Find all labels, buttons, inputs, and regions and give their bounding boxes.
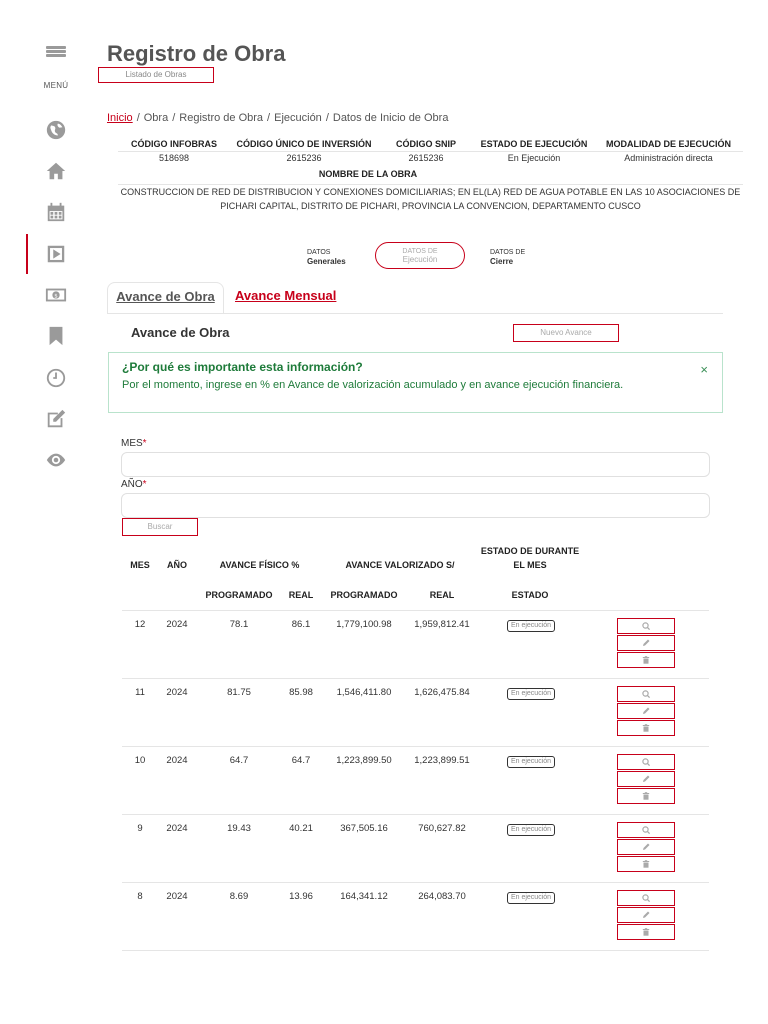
tab-avance-mensual[interactable]: Avance Mensual [235,288,337,303]
hamburger-icon [46,46,66,57]
pencil-icon [642,775,650,783]
search-button[interactable] [617,686,675,702]
cell-mes: 10 [134,755,146,766]
cell-fisico-programado: 19.43 [227,823,251,834]
edit-button[interactable] [617,635,675,651]
search-icon [642,758,650,766]
table-row [122,747,709,815]
tab-avance-obra[interactable]: Avance de Obra [107,282,224,314]
value-estado-ejecucion: En Ejecución [474,152,594,165]
play-icon[interactable] [44,242,68,266]
trash-icon [642,724,650,732]
step-generales[interactable] [307,248,346,266]
cell-mes: 9 [137,823,143,834]
section-title: Avance de Obra [131,325,230,340]
table-row [122,611,709,679]
edit-icon[interactable] [44,407,68,431]
cell-fisico-programado: 78.1 [229,619,249,630]
step-generales-small: DATOS [307,249,331,256]
cell-anio: 2024 [166,619,188,630]
breadcrumb-inicio[interactable]: Inicio [107,112,133,124]
cell-mes: 12 [134,619,146,630]
value-codigo-infobras: 518698 [118,152,230,165]
nombre-obra-label: NOMBRE DE LA OBRA [318,169,418,179]
breadcrumb-current: Datos de Inicio de Obra [332,112,449,124]
menu-label: MENÚ [43,81,69,90]
sidebar [0,0,88,1024]
th-valorizado-programado: PROGRAMADO [330,590,398,600]
cell-fisico-programado: 64.7 [229,755,249,766]
pencil-icon [642,639,650,647]
delete-button[interactable] [617,652,675,668]
value-codigo-unico: 2615236 [230,152,378,165]
step-cierre-small: DATOS DE [490,249,526,256]
th-estado-mes: ESTADO DE DURANTE EL MES [480,546,580,570]
close-icon[interactable]: × [700,362,708,377]
pencil-icon [642,843,650,851]
trash-icon [642,656,650,664]
breadcrumb: Inicio / Obra / Registro de Obra / Ejecución / Datos de Inicio de Obra [107,112,449,124]
cell-valorizado-real: 264,083.70 [418,891,466,902]
table-row [122,679,709,747]
th-anio: AÑO [167,560,187,570]
active-indicator [26,234,28,274]
breadcrumb-obra[interactable]: Obra [143,112,169,124]
cell-valorizado-real: 760,627.82 [418,823,466,834]
cell-fisico-programado: 8.69 [229,891,249,902]
search-button[interactable] [617,890,675,906]
cell-fisico-real: 40.21 [289,823,313,834]
step-ejecucion-small: DATOS DE [402,248,438,255]
header-codigo-infobras: CÓDIGO INFOBRAS [130,139,217,149]
value-modalidad: Administración directa [594,152,743,165]
svg-text:$: $ [54,293,58,300]
th-avance-fisico: AVANCE FÍSICO % [219,560,300,570]
cell-anio: 2024 [166,891,188,902]
cell-fisico-programado: 81.75 [227,687,251,698]
table-row [122,815,709,883]
search-icon [642,894,650,902]
alert-text: Por el momento, ingrese en % en Avance de valorización acumulado y en avance ejecución financiera. [122,379,624,391]
cell-fisico-real: 86.1 [291,619,311,630]
step-ejecucion-label: Ejecución [402,255,438,264]
obra-info-table [118,137,743,164]
edit-button[interactable] [617,703,675,719]
money-icon[interactable] [44,283,68,307]
cell-valorizado-programado: 1,223,899.50 [336,755,392,766]
listado-obras-button[interactable]: Listado de Obras [98,67,214,83]
cell-anio: 2024 [166,755,188,766]
header-codigo-snip: CÓDIGO SNIP [395,139,456,149]
breadcrumb-ejecucion[interactable]: Ejecución [274,112,322,124]
cell-mes: 11 [135,687,145,698]
step-cierre-label: Cierre [490,257,514,266]
cell-fisico-real: 64.7 [291,755,311,766]
delete-button[interactable] [617,856,675,872]
edit-button[interactable] [617,771,675,787]
anio-label: AÑO* [121,479,147,490]
cell-fisico-real: 85.98 [289,687,313,698]
step-generales-label: Generales [307,257,346,266]
home-icon[interactable] [44,159,68,183]
value-codigo-snip: 2615236 [378,152,474,165]
status-badge: En ejecución [507,892,555,904]
th-valorizado-real: REAL [429,590,455,600]
breadcrumb-registro[interactable]: Registro de Obra [179,112,264,124]
th-fisico-programado: PROGRAMADO [205,590,273,600]
cell-valorizado-real: 1,626,475.84 [414,687,470,698]
cell-valorizado-programado: 164,341.12 [340,891,388,902]
menu-button[interactable] [42,42,70,90]
search-button[interactable] [617,754,675,770]
cell-mes: 8 [137,891,143,902]
cell-valorizado-programado: 367,505.16 [340,823,388,834]
search-icon [642,826,650,834]
th-avance-valorizado: AVANCE VALORIZADO S/ [345,560,455,570]
th-fisico-real: REAL [288,590,314,600]
info-alert [108,352,723,413]
step-ejecucion[interactable] [375,242,465,269]
cell-valorizado-real: 1,959,812.41 [414,619,470,630]
trash-icon [642,860,650,868]
page-title: Registro de Obra [107,41,286,66]
cell-fisico-real: 13.96 [289,891,313,902]
th-estado: ESTADO [511,590,549,600]
eye-icon[interactable] [44,448,68,472]
status-badge: En ejecución [507,620,555,632]
search-button[interactable] [617,822,675,838]
search-icon [642,622,650,630]
calendar-icon[interactable] [44,200,68,224]
delete-button[interactable] [617,924,675,940]
cell-valorizado-programado: 1,779,100.98 [336,619,392,630]
mes-input[interactable] [121,452,710,477]
table-row [122,883,709,951]
th-mes: MES [130,560,150,570]
header-modalidad: MODALIDAD DE EJECUCIÓN [605,139,731,149]
trash-icon [642,792,650,800]
nombre-obra-value: CONSTRUCCION DE RED DE DISTRIBUCION Y CONEXIONES DOMICILIARIAS; EN EL(LA) RED DE AGUA POTABLE EN LAS 10 ASOCIACIONES DE PICHARI CAPITAL, DISTRITO DE PICHARI, PROVINCIA LA CONVENCION, DEPARTAMENTO CUSCO [118,184,743,213]
search-button[interactable] [617,618,675,634]
pencil-icon [642,911,650,919]
nuevo-avance-button[interactable]: Nuevo Avance [513,324,619,342]
status-badge: En ejecución [507,688,555,700]
header-codigo-unico: CÓDIGO ÚNICO DE INVERSIÓN [236,139,372,149]
mes-label: MES* [121,438,147,449]
anio-input[interactable] [121,493,710,518]
cell-valorizado-real: 1,223,899.51 [414,755,470,766]
delete-button[interactable] [617,788,675,804]
bookmark-icon[interactable] [44,324,68,348]
delete-button[interactable] [617,720,675,736]
cell-anio: 2024 [166,823,188,834]
globe-icon[interactable] [44,118,68,142]
status-badge: En ejecución [507,756,555,768]
search-icon [642,690,650,698]
step-cierre[interactable] [490,248,525,266]
tabs [107,282,723,314]
cell-anio: 2024 [166,687,188,698]
edit-button[interactable] [617,907,675,923]
status-badge: En ejecución [507,824,555,836]
pencil-icon [642,707,650,715]
buscar-button[interactable]: Buscar [122,518,198,536]
trash-icon [642,928,650,936]
cell-valorizado-programado: 1,546,411.80 [336,687,392,698]
header-estado-ejecucion: ESTADO DE EJECUCIÓN [480,139,588,149]
clock-icon[interactable] [44,366,68,390]
edit-button[interactable] [617,839,675,855]
alert-title: ¿Por qué es importante esta información? [122,360,363,374]
